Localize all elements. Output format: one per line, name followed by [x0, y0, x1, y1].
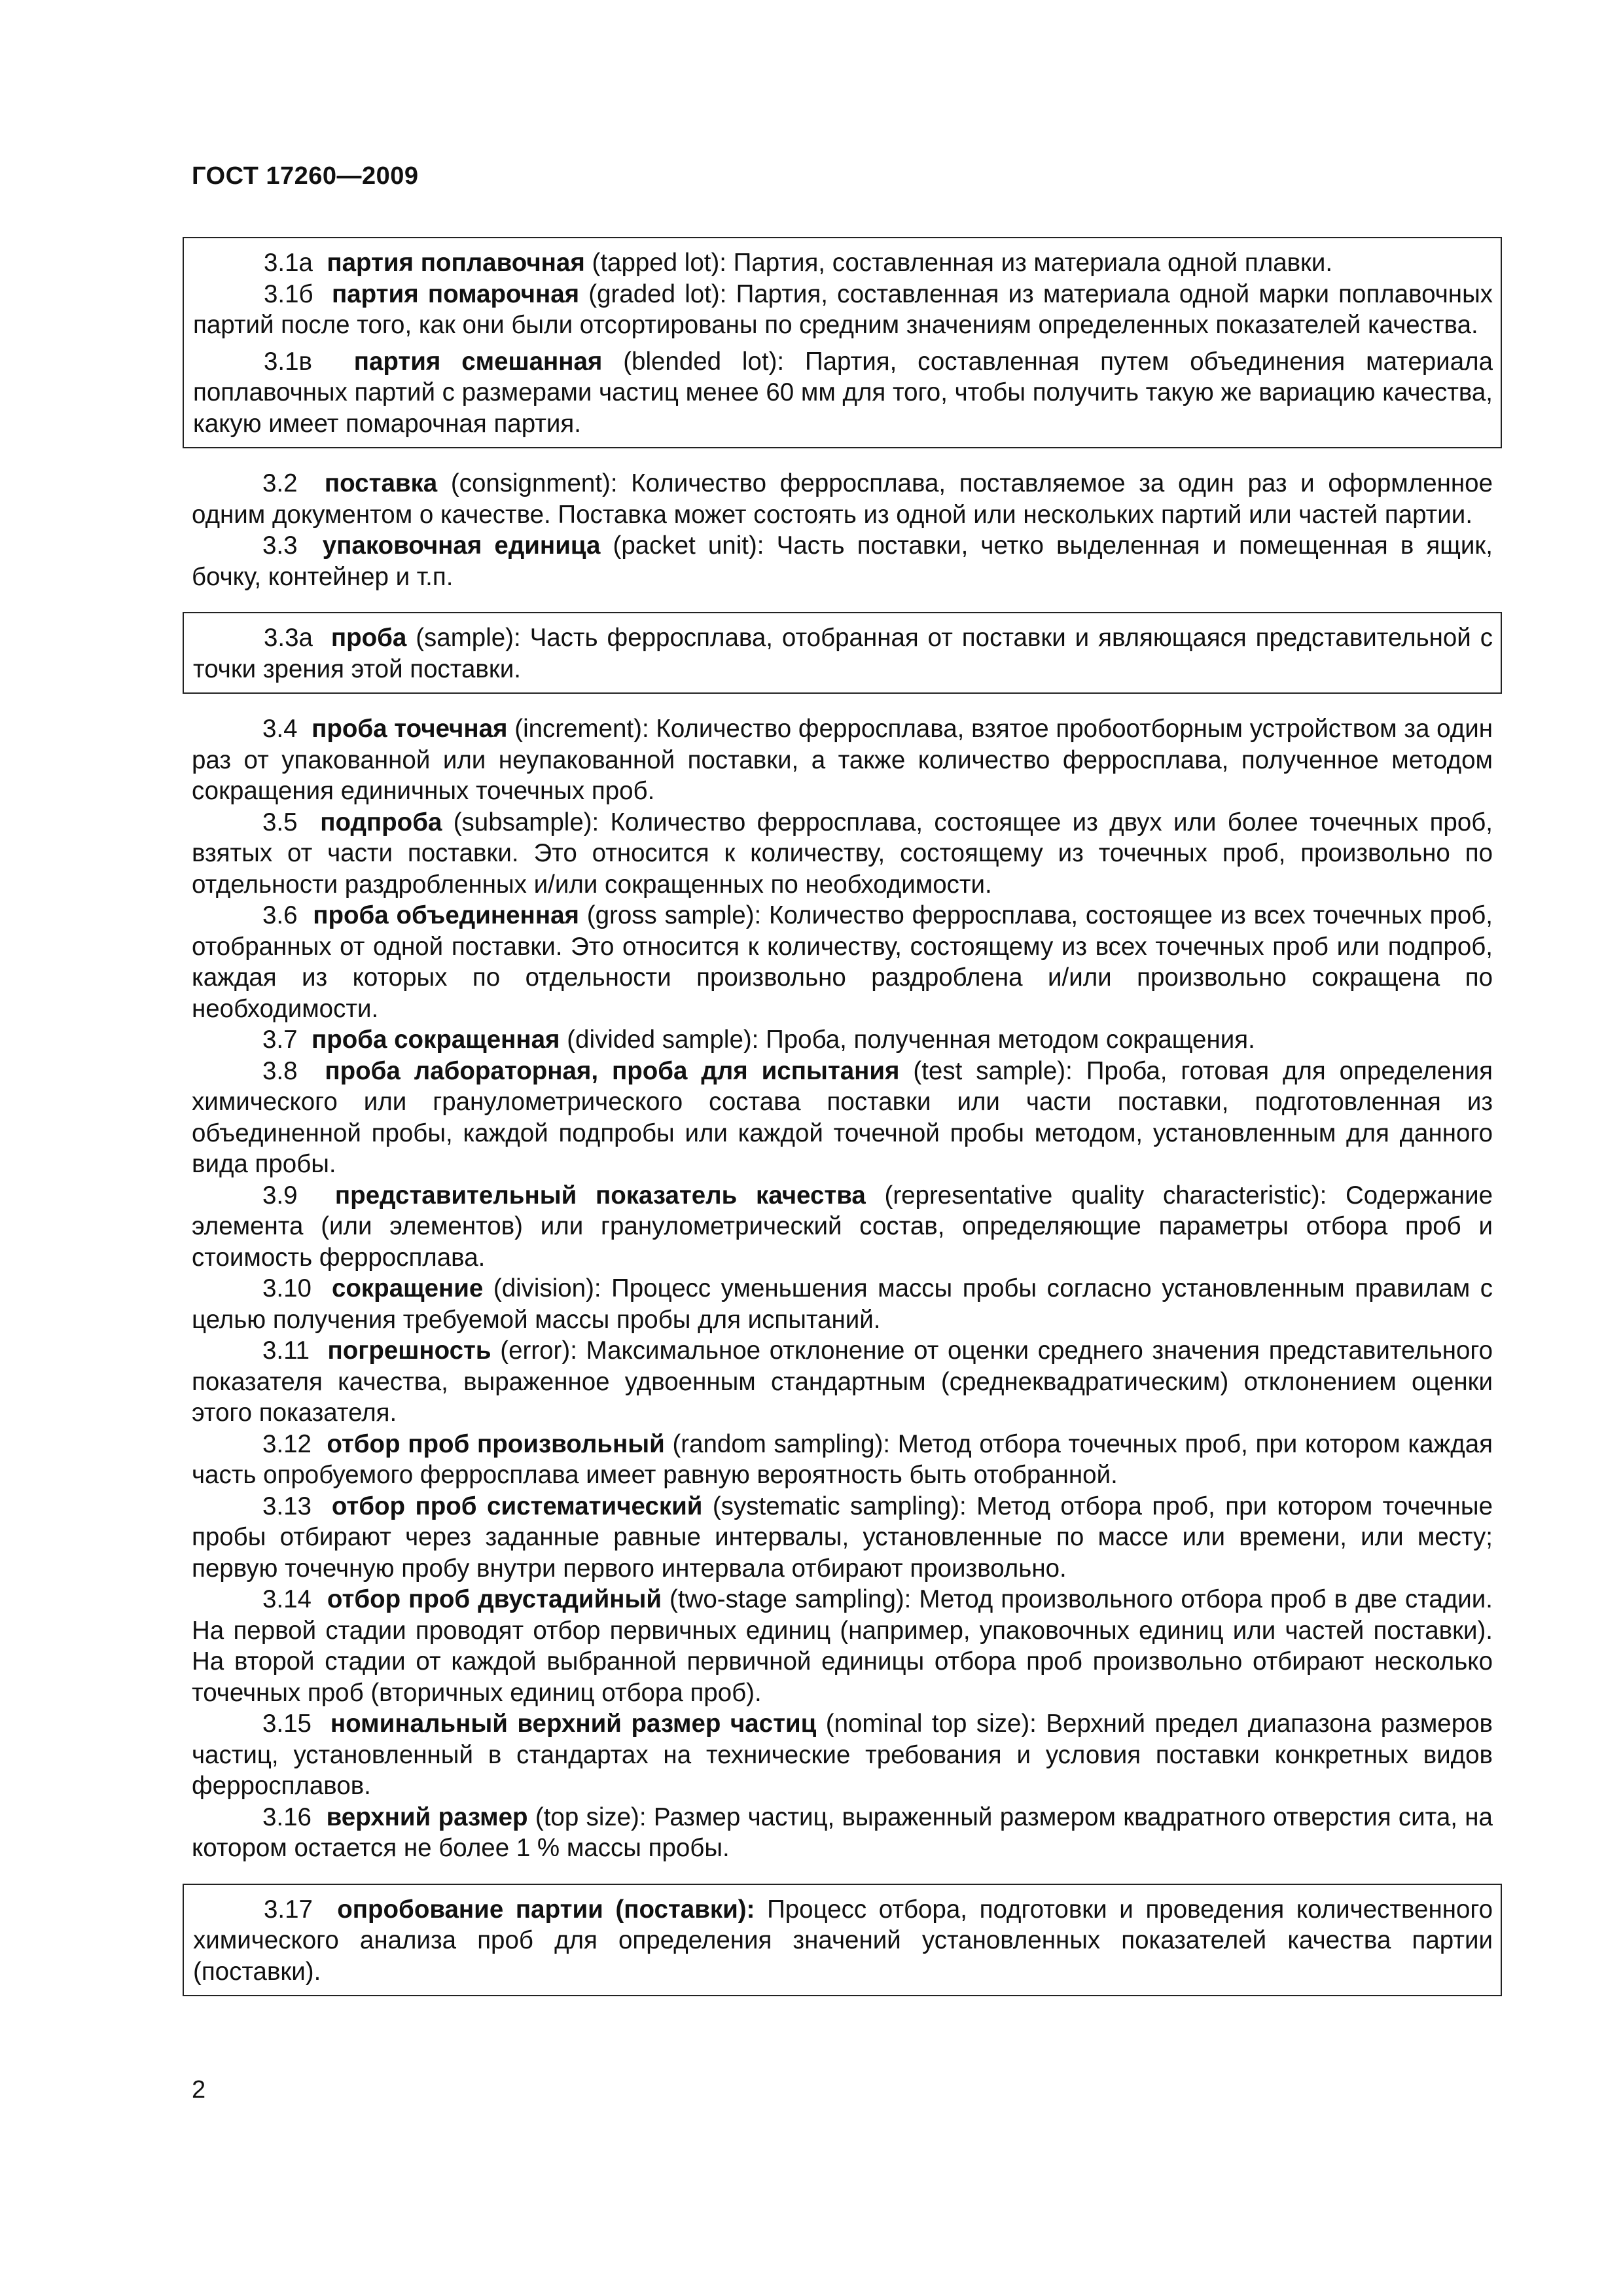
definition-number: 3.1б	[264, 279, 313, 308]
definition-term: сокращение	[331, 1274, 484, 1302]
definition-paragraph	[193, 279, 1493, 341]
definition-paragraph	[192, 1024, 1493, 1056]
definition-paragraph	[192, 1429, 1493, 1491]
definition-number: 3.11	[262, 1336, 310, 1365]
boxed-definitions-group	[183, 237, 1502, 448]
definition-text: (increment): Количество ферросплава, взятое пробоотборным устройством за один раз от упакованной или неупакованной поставки, а также количество ферросплава, полученное методом сокращения единичных точечных проб.	[192, 715, 1493, 805]
definition-text: (random sampling): Метод отбора точечных проб, при котором каждая часть опробуемого ферросплава имеет равную вероятность быть отобранной.	[192, 1429, 1493, 1489]
definition-paragraph	[192, 1802, 1493, 1864]
document-body	[192, 237, 1493, 1996]
definition-term: партия помарочная	[332, 279, 580, 308]
definition-paragraph	[192, 468, 1493, 530]
definition-text: (divided sample): Проба, полученная методом сокращения.	[560, 1026, 1255, 1054]
definition-text: (nominal top size): Верхний предел диапазона размеров частиц, установленный в стандартах на технические требования и условия поставки конкретных видов ферросплавов.	[192, 1710, 1493, 1800]
definition-term: отбор проб систематический	[331, 1492, 703, 1520]
definition-number: 3.1в	[264, 347, 312, 376]
definition-number: 3.6	[262, 901, 298, 929]
definition-number: 3.10	[262, 1274, 312, 1302]
definition-paragraph	[192, 1056, 1493, 1180]
definition-number: 3.5	[262, 808, 298, 836]
definition-number: 3.3а	[264, 624, 313, 652]
definition-text: (top size): Размер частиц, выраженный размером квадратного отверстия сита, на котором остается не более 1 % массы пробы.	[192, 1803, 1493, 1862]
definition-paragraph	[193, 622, 1493, 685]
definition-text: (tapped lot): Партия, составленная из материала одной плавки.	[584, 249, 1333, 277]
definition-text: (division): Процесс уменьшения массы пробы согласно установленным правилам с целью получения требуемой массы пробы для испытаний.	[192, 1274, 1493, 1334]
page-number: 2	[192, 2076, 206, 2104]
definition-term: поставка	[324, 469, 438, 497]
definition-term: проба	[330, 624, 407, 652]
definition-number: 3.2	[262, 469, 298, 497]
definition-term: отбор проб произвольный	[327, 1429, 665, 1458]
definition-number: 3.8	[262, 1056, 298, 1085]
definition-paragraph	[192, 1273, 1493, 1335]
definition-term: отбор проб двустадийный	[327, 1585, 662, 1613]
definition-text: (systematic sampling): Метод отбора проб, при котором точечные пробы отбирают через заданные равные интервалы, установленные по массе или времени, или месту; первую точечную пробу внутри первого интервала отбирают произвольно.	[192, 1492, 1493, 1583]
definition-term: проба лабораторная, проба для испытания	[325, 1056, 900, 1085]
definition-number: 3.16	[262, 1803, 312, 1831]
definition-term: представительный показатель качества	[334, 1181, 866, 1210]
definition-number: 3.17	[264, 1895, 313, 1924]
definition-paragraph	[192, 1180, 1493, 1274]
boxed-definitions-group	[183, 1884, 1502, 1997]
definition-text: (graded lot): Партия, составленная из материала одной марки поплавочных партий после того, как они были отсортированы по средним значениям определенных показателей качества.	[193, 279, 1493, 339]
definition-number: 3.4	[262, 715, 298, 743]
definition-paragraph	[192, 1491, 1493, 1585]
definition-text: (subsample): Количество ферросплава, состоящее из двух или более точечных проб, взятых от части поставки. Это относится к количеству, состоящему из точечных проб, произвольно по отдельности раздробленных и/или сокращенных по необходимости.	[192, 808, 1493, 899]
definition-paragraph	[192, 1335, 1493, 1429]
definitions-group	[192, 713, 1493, 1864]
definition-text: (consignment): Количество ферросплава, поставляемое за один раз и оформленное одним документом о качестве. Поставка может состоять из одной или нескольких партий или частей партии.	[192, 469, 1493, 529]
definition-paragraph	[193, 346, 1493, 440]
definition-term: опробование партии (поставки):	[337, 1895, 755, 1924]
definition-paragraph	[192, 900, 1493, 1024]
definitions-group	[192, 468, 1493, 592]
definition-number: 3.12	[262, 1429, 312, 1458]
definition-number: 3.1а	[264, 249, 313, 277]
document-header-standard-id: ГОСТ 17260—2009	[192, 162, 419, 190]
definition-paragraph	[192, 1708, 1493, 1802]
definition-number: 3.9	[262, 1181, 298, 1210]
definition-text: (two-stage sampling): Метод произвольного отбора проб в две стадии. На первой стадии проводят отбор первичных единиц (например, упаковочных единиц или частей поставки). На второй стадии от каждой выбранной первичной единицы отбора проб произвольно отбирают несколько точечных проб (вторичных единиц отбора проб).	[192, 1585, 1493, 1707]
definition-text: (packet unit): Часть поставки, четко выделенная и помещенная в ящик, бочку, контейнер и т.п.	[192, 531, 1493, 591]
definition-text: (blended lot): Партия, составленная путем объединения материала поплавочных партий с размерами частиц менее 60 мм для того, чтобы получить такую же вариацию качества, какую имеет помарочная партия.	[193, 347, 1493, 438]
definition-text: (test sample): Проба, готовая для определения химического или гранулометрического состава поставки или части поставки, подготовленная из объединенной пробы, каждой подпробы или каждой точечной пробы методом, установленным для данного вида пробы.	[192, 1056, 1493, 1178]
definition-number: 3.14	[262, 1585, 312, 1613]
definition-paragraph	[192, 807, 1493, 901]
definition-text: (gross sample): Количество ферросплава, состоящее из всех точечных проб, отобранных от одной поставки. Это относится к количеству, состоящему из всех точечных проб или подпроб, каждая из которых по отдельности произвольно раздроблена и/или произвольно сокращена по необходимости.	[192, 901, 1493, 1023]
definition-term: проба точечная	[312, 715, 508, 743]
definition-paragraph	[192, 530, 1493, 592]
definition-text: (error): Максимальное отклонение от оценки среднего значения представительного показателя качества, выраженное удвоенным стандартным (среднеквадратическим) отклонением оценки этого показателя.	[192, 1336, 1493, 1427]
definition-number: 3.13	[262, 1492, 312, 1520]
definition-text: (sample): Часть ферросплава, отобранная от поставки и являющаяся представительной с точки зрения этой поставки.	[193, 624, 1493, 683]
definition-text: (representative quality characteristic): Содержание элемента (или элементов) или гранулометрический состав, определяющие параметры отбора проб и стоимость ферросплава.	[192, 1181, 1493, 1272]
definition-paragraph	[192, 713, 1493, 807]
boxed-definitions-group	[183, 612, 1502, 694]
definition-number: 3.7	[262, 1026, 298, 1054]
definition-number: 3.3	[262, 531, 298, 560]
definition-term: номинальный верхний размер частиц	[330, 1710, 817, 1738]
definition-paragraph	[193, 247, 1493, 279]
definition-term: проба объединенная	[313, 901, 579, 929]
definition-number: 3.15	[262, 1710, 312, 1738]
definition-text: Процесс отбора, подготовки и проведения количественного химического анализа проб для определения значений установленных показателей качества партии (поставки).	[193, 1895, 1493, 1986]
definition-paragraph	[192, 1584, 1493, 1708]
definition-term: упаковочная единица	[322, 531, 601, 560]
definition-term: партия смешанная	[353, 347, 603, 376]
definition-term: верхний размер	[326, 1803, 528, 1831]
definition-term: погрешность	[327, 1336, 491, 1365]
definition-term: проба сокращенная	[311, 1026, 560, 1054]
definition-paragraph	[193, 1894, 1493, 1988]
definition-term: подпроба	[320, 808, 442, 836]
definition-term: партия поплавочная	[327, 249, 585, 277]
